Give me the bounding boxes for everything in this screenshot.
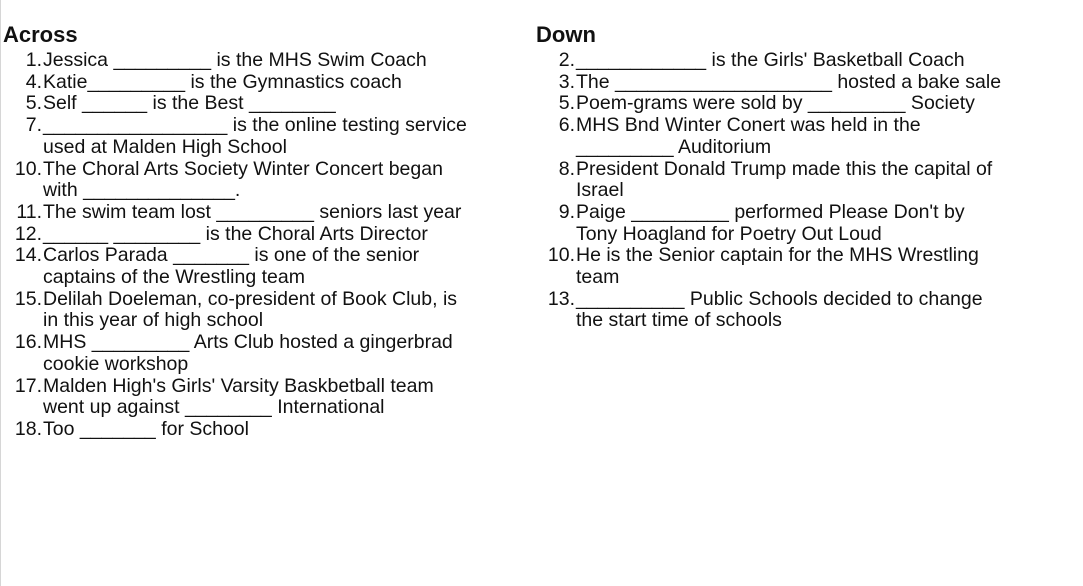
across-clue [3,289,523,332]
down-clue [536,245,1076,288]
clue-number: 15. [14,287,42,310]
clue-text: MHS _________ Arts Club hosted a gingerbrad cookie workshop [43,331,453,375]
clue-text: Malden High's Girls' Varsity Baskbetball team went up against ________ International [43,374,434,419]
clue-number: 10. [547,244,575,267]
across-clue [3,93,523,115]
clue-number: 2. [558,49,575,71]
clue-number: 5. [25,92,42,115]
across-clue-list [3,50,523,441]
clue-number: 13. [547,287,575,310]
clue-text: Jessica _________ is the MHS Swim Coach [43,49,427,71]
clue-text: President Donald Trump made this the capital of Israel [576,157,993,202]
clue-number: 8. [558,157,575,180]
clue-text: _________________ is the online testing service used at Malden High School [43,114,467,158]
page-left-border [0,0,1,586]
down-clue [536,50,1076,72]
across-column [3,22,523,441]
across-clue [3,332,523,375]
down-clue [536,115,1076,158]
clue-text: Poem-grams were sold by _________ Society [576,92,975,115]
clue-text: Paige _________ performed Please Don't by Tony Hoagland for Poetry Out Loud [576,200,965,245]
clue-number: 7. [25,114,42,137]
down-clue [536,72,1076,94]
across-clue [3,159,523,202]
clue-text: MHS Bnd Winter Conert was held in the _________ Auditorium [576,114,921,158]
across-clue [3,224,523,246]
clue-number: 5. [558,92,575,115]
clue-number: 11. [16,200,42,223]
clue-text: Katie_________ is the Gymnastics coach [43,70,402,93]
across-clue [3,245,523,288]
clue-text: The swim team lost _________ seniors last year [43,200,462,223]
clue-text: __________ Public Schools decided to change the start time of schools [576,287,983,332]
clue-text: Self ______ is the Best ________ [43,92,336,115]
clue-text: The Choral Arts Society Winter Concert began with ______________. [43,157,443,202]
clue-text: He is the Senior captain for the MHS Wrestling team [576,244,979,289]
clue-number: 18. [14,417,42,440]
down-clue-list [536,50,1076,332]
down-column [536,22,1076,332]
across-clue [3,202,523,224]
clue-text: Carlos Parada _______ is one of the senior captains of the Wrestling team [43,244,420,289]
clue-number: 6. [558,114,575,137]
clue-number: 1. [25,49,42,71]
clue-number: 9. [558,200,575,223]
down-heading: Down [536,22,596,47]
clue-text: Too _______ for School [43,417,249,440]
across-clue [3,50,523,72]
across-clue [3,115,523,158]
clue-number: 16. [14,331,42,354]
clue-number: 10. [14,157,42,180]
down-clue [536,93,1076,115]
clue-text: Delilah Doeleman, co-president of Book Club, is in this year of high school [43,287,458,332]
clue-text: ____________ is the Girls' Basketball Coach [576,49,965,71]
clue-number: 12. [14,222,42,245]
clue-number: 17. [14,374,42,397]
down-clue [536,202,1076,245]
clue-number: 3. [558,70,575,93]
clue-number: 4. [25,70,42,93]
across-clue [3,72,523,94]
clue-text: The ____________________ hosted a bake sale [576,70,1002,93]
clue-text: ______ ________ is the Choral Arts Director [43,222,428,245]
across-clue [3,376,523,419]
clue-number: 14. [14,244,42,267]
across-clue [3,419,523,441]
across-heading: Across [3,22,78,47]
down-clue [536,289,1076,332]
down-clue [536,159,1076,202]
